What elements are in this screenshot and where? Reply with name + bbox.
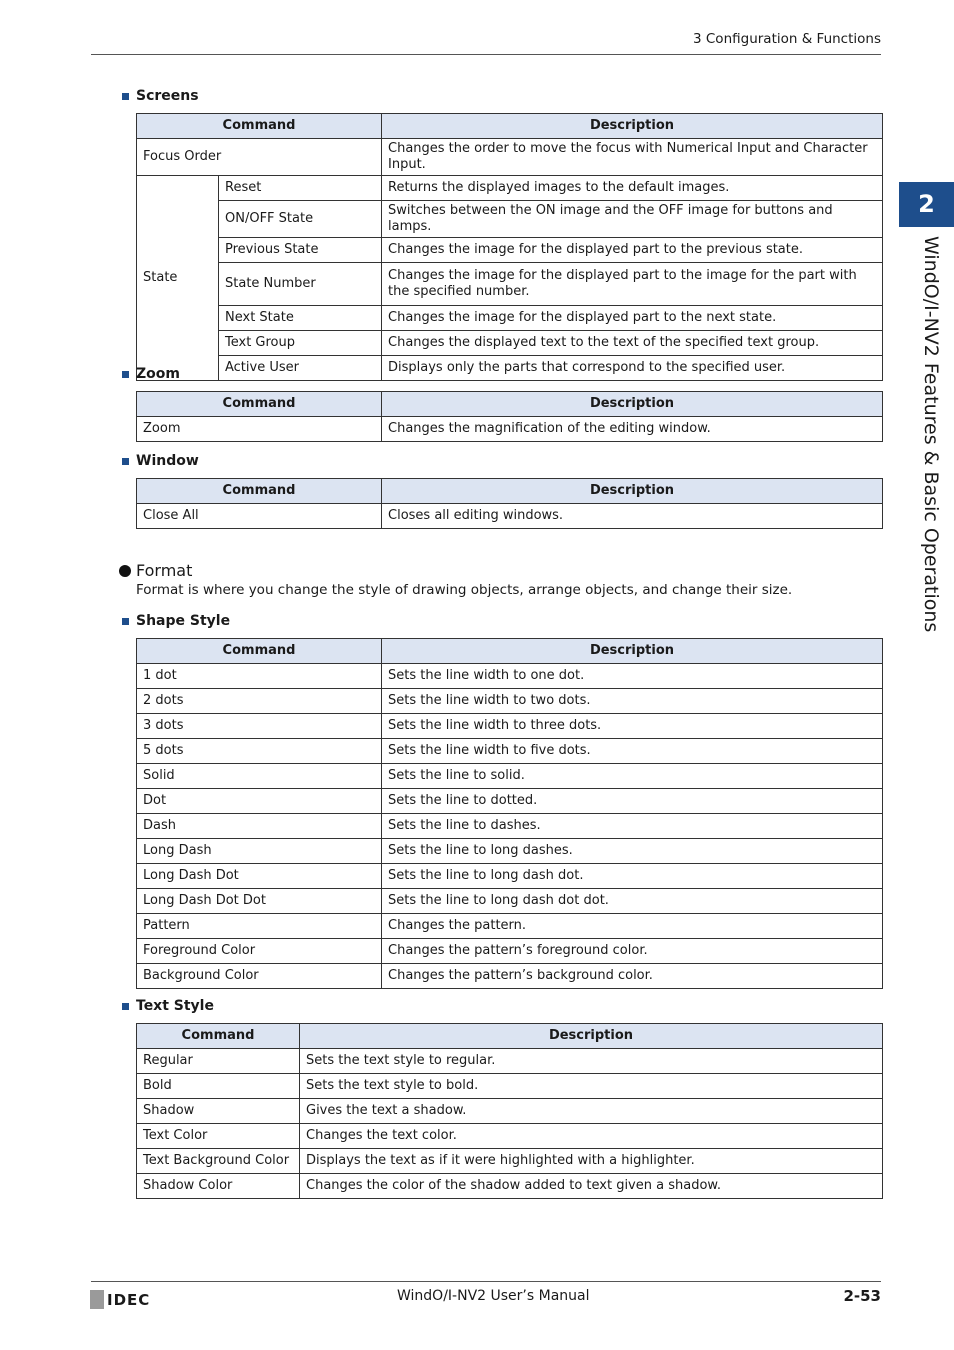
table-row <box>137 1124 883 1149</box>
table-header-row <box>137 114 883 139</box>
description-cell: Sets the line width to two dots. <box>382 689 883 714</box>
command-cell: Long Dash <box>137 839 382 864</box>
command-cell: Regular <box>137 1049 300 1074</box>
table-row <box>137 839 883 864</box>
table-row <box>137 939 883 964</box>
column-header-description: Description <box>300 1024 883 1049</box>
table-row <box>137 504 883 529</box>
square-bullet-icon <box>122 458 129 465</box>
table-row <box>137 356 883 381</box>
table-row <box>137 1099 883 1124</box>
description-cell: Changes the displayed text to the text of the specified text group. <box>382 331 883 356</box>
command-cell: Text Color <box>137 1124 300 1149</box>
description-cell: Sets the line width to one dot. <box>382 664 883 689</box>
description-cell: Displays only the parts that correspond to the specified user. <box>382 356 883 381</box>
square-bullet-icon <box>122 1003 129 1010</box>
table-row <box>137 1049 883 1074</box>
command-cell: Close All <box>137 504 382 529</box>
command-cell: Solid <box>137 764 382 789</box>
screens-heading <box>122 88 199 104</box>
column-header-command: Command <box>137 639 382 664</box>
command-cell: 2 dots <box>137 689 382 714</box>
command-cell: Previous State <box>219 238 382 263</box>
command-cell: Shadow Color <box>137 1174 300 1199</box>
format-intro: Format is where you change the style of drawing objects, arrange objects, and change their size. <box>136 582 793 598</box>
screens-heading-label: Screens <box>136 88 199 104</box>
description-cell: Changes the image for the displayed part to the image for the part with the specified number. <box>382 263 883 306</box>
command-cell: Long Dash Dot Dot <box>137 889 382 914</box>
header-divider <box>91 54 881 55</box>
shape-style-table <box>136 638 883 989</box>
description-cell: Sets the text style to bold. <box>300 1074 883 1099</box>
table-row <box>137 864 883 889</box>
text-style-heading-label: Text Style <box>136 998 214 1014</box>
description-cell: Sets the text style to regular. <box>300 1049 883 1074</box>
description-cell: Returns the displayed images to the default images. <box>382 176 883 201</box>
footer-divider <box>91 1281 881 1282</box>
description-cell: Sets the line to solid. <box>382 764 883 789</box>
command-cell: Active User <box>219 356 382 381</box>
command-cell: 1 dot <box>137 664 382 689</box>
zoom-heading <box>122 366 180 382</box>
shape-style-heading-label: Shape Style <box>136 613 231 629</box>
description-cell: Sets the line to long dash dot dot. <box>382 889 883 914</box>
description-cell: Changes the magnification of the editing window. <box>382 417 883 442</box>
zoom-heading-label: Zoom <box>136 366 180 382</box>
description-cell: Sets the line to long dashes. <box>382 839 883 864</box>
table-row <box>137 201 883 238</box>
table-header-row <box>137 639 883 664</box>
table-row <box>137 764 883 789</box>
table-row <box>137 914 883 939</box>
command-cell: Text Background Color <box>137 1149 300 1174</box>
page-number: 2-53 <box>843 1287 881 1305</box>
command-cell: Long Dash Dot <box>137 864 382 889</box>
column-header-description: Description <box>382 114 883 139</box>
description-cell: Changes the color of the shadow added to text given a shadow. <box>300 1174 883 1199</box>
description-cell: Changes the pattern. <box>382 914 883 939</box>
column-header-command: Command <box>137 392 382 417</box>
text-style-table <box>136 1023 883 1199</box>
table-row <box>137 889 883 914</box>
column-header-description: Description <box>382 479 883 504</box>
table-row <box>137 238 883 263</box>
command-cell: Dash <box>137 814 382 839</box>
chapter-side-title: WindO/I-NV2 Features & Basic Operations <box>920 236 942 633</box>
description-cell: Changes the pattern’s foreground color. <box>382 939 883 964</box>
command-cell: Foreground Color <box>137 939 382 964</box>
command-cell: ON/OFF State <box>219 201 382 238</box>
command-cell: Background Color <box>137 964 382 989</box>
description-cell: Changes the order to move the focus with Numerical Input and Character Input. <box>382 139 883 176</box>
description-cell: Gives the text a shadow. <box>300 1099 883 1124</box>
table-row <box>137 789 883 814</box>
command-cell: Focus Order <box>137 139 382 176</box>
table-row <box>137 689 883 714</box>
table-row <box>137 139 883 176</box>
command-cell: Pattern <box>137 914 382 939</box>
table-header-row <box>137 392 883 417</box>
square-bullet-icon <box>122 618 129 625</box>
description-cell: Closes all editing windows. <box>382 504 883 529</box>
column-header-description: Description <box>382 639 883 664</box>
column-header-command: Command <box>137 1024 300 1049</box>
table-header-row <box>137 1024 883 1049</box>
command-cell: Text Group <box>219 331 382 356</box>
running-header: 3 Configuration & Functions <box>693 31 881 47</box>
command-cell: Dot <box>137 789 382 814</box>
table-row <box>137 664 883 689</box>
logo-text: IDEC <box>107 1290 151 1309</box>
state-group-cell: State <box>137 176 219 381</box>
command-cell: 5 dots <box>137 739 382 764</box>
chapter-tab: 2 <box>899 182 954 227</box>
table-header-row <box>137 479 883 504</box>
table-row <box>137 739 883 764</box>
description-cell: Changes the image for the displayed part to the next state. <box>382 306 883 331</box>
table-row <box>137 417 883 442</box>
manual-title: WindO/I-NV2 User’s Manual <box>397 1288 590 1304</box>
description-cell: Switches between the ON image and the OFF image for buttons and lamps. <box>382 201 883 238</box>
table-row <box>137 176 883 201</box>
table-row <box>137 1074 883 1099</box>
command-cell: Reset <box>219 176 382 201</box>
column-header-description: Description <box>382 392 883 417</box>
column-header-command: Command <box>137 479 382 504</box>
logo-mark-icon <box>90 1290 104 1309</box>
table-row <box>137 1149 883 1174</box>
description-cell: Sets the line to dashes. <box>382 814 883 839</box>
format-heading-label: Format <box>136 561 193 580</box>
description-cell: Changes the image for the displayed part to the previous state. <box>382 238 883 263</box>
zoom-table <box>136 391 883 442</box>
table-row <box>137 331 883 356</box>
format-heading <box>119 561 192 580</box>
command-cell: Zoom <box>137 417 382 442</box>
square-bullet-icon <box>122 93 129 100</box>
description-cell: Sets the line width to three dots. <box>382 714 883 739</box>
column-header-command: Command <box>137 114 382 139</box>
round-bullet-icon <box>119 565 131 577</box>
command-cell: Next State <box>219 306 382 331</box>
table-row <box>137 714 883 739</box>
text-style-heading <box>122 998 214 1014</box>
window-heading-label: Window <box>136 453 199 469</box>
description-cell: Changes the pattern’s background color. <box>382 964 883 989</box>
table-row <box>137 263 883 306</box>
description-cell: Sets the line to long dash dot. <box>382 864 883 889</box>
description-cell: Sets the line width to five dots. <box>382 739 883 764</box>
command-cell: 3 dots <box>137 714 382 739</box>
window-heading <box>122 453 199 469</box>
description-cell: Changes the text color. <box>300 1124 883 1149</box>
square-bullet-icon <box>122 371 129 378</box>
table-row <box>137 964 883 989</box>
description-cell: Sets the line to dotted. <box>382 789 883 814</box>
command-cell: Bold <box>137 1074 300 1099</box>
table-row <box>137 814 883 839</box>
idec-logo <box>90 1290 150 1309</box>
table-row <box>137 1174 883 1199</box>
window-table <box>136 478 883 529</box>
command-cell: Shadow <box>137 1099 300 1124</box>
description-cell: Displays the text as if it were highlighted with a highlighter. <box>300 1149 883 1174</box>
command-cell: State Number <box>219 263 382 306</box>
shape-style-heading <box>122 613 230 629</box>
table-row <box>137 306 883 331</box>
screens-table <box>136 113 883 381</box>
